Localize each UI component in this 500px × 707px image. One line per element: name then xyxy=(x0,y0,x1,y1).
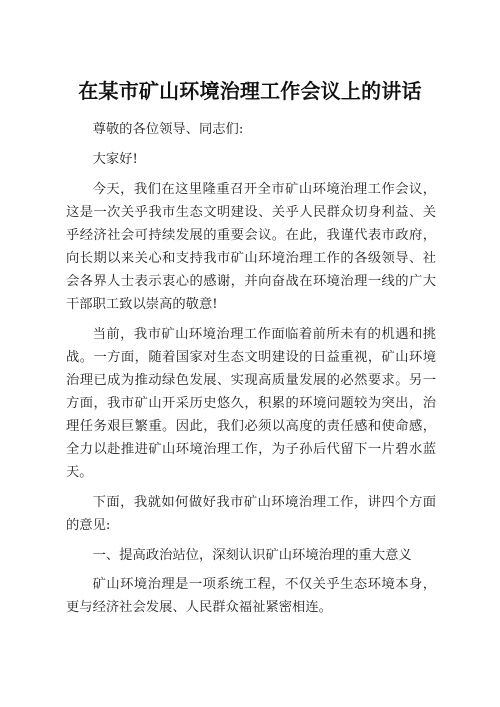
document-title: 在某市矿山环境治理工作会议上的讲话 xyxy=(78,79,422,103)
paragraph-opening: 今天，我们在这里隆重召开全市矿山环境治理工作会议，这是一次关乎我市生态文明建设、关乎人民群众切身利益、关乎经济社会可持续发展的重要会议。在此，我谨代表市政府，向长期以来关心和支持我市矿山环境治理工作的各级领导、社会各界人士表示衷心的感谢，并向奋战在环境治理一线的广大干部职工致以崇高的敬意! xyxy=(66,182,436,312)
salutation: 尊敬的各位领导、同志们: xyxy=(92,122,244,137)
paragraph-outline: 下面，我就如何做好我市矿山环境治理工作，讲四个方面的意见: xyxy=(66,495,436,533)
document-body xyxy=(66,118,436,619)
paragraph-situation: 当前，我市矿山环境治理工作面临着前所未有的机遇和挑战。一方面，随着国家对生态文明建设的日益重视，矿山环境治理已成为推动绿色发展、实现高质量发展的必然要求。另一方面，我市矿山开采历史悠久，积累的环境问题较为突出，治理任务艰巨繁重。因此，我们必须以高度的责任感和使命感，全力以赴推进矿山环境治理工作，为子孙后代留下一片碧水蓝天。 xyxy=(66,327,436,480)
section-heading: 一、提高政治站位，深刻认识矿山环境治理的重大意义 xyxy=(92,548,412,563)
greeting: 大家好! xyxy=(92,152,138,167)
section-paragraph: 矿山环境治理是一项系统工程，不仅关乎生态环境本身，更与经济社会发展、人民群众福祉紧密相连。 xyxy=(66,577,436,615)
